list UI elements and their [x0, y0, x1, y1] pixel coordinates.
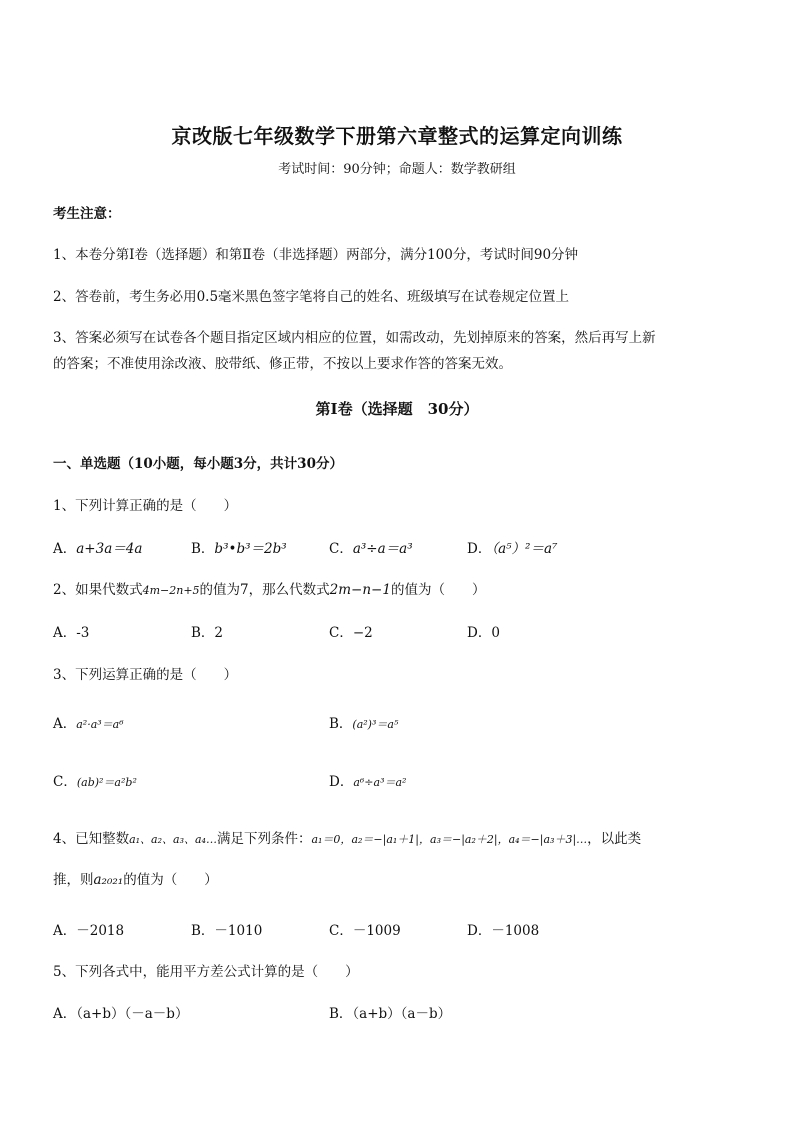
notice-item-3-line-1: 3、答案必须写在试卷各个题目指定区域内相应的位置，如需改动，先划掉原来的答案，然后再写上新 — [53, 330, 656, 346]
q1-option-d-prefix: D． — [467, 541, 492, 557]
question-4-stem — [53, 827, 641, 847]
q3-option-d — [329, 770, 406, 790]
q3-option-d-prefix: D． — [329, 774, 354, 790]
q2-stem-post: 的值为（ ） — [390, 582, 486, 598]
question-2-stem — [53, 578, 485, 598]
q4-line2-pre: 推，则 — [53, 872, 94, 888]
q4-stem-mid: 满足下列条件： — [216, 831, 312, 847]
q2-option-d: D．0 — [467, 625, 500, 641]
q2-expression-2: 2m−n−1 — [329, 582, 391, 598]
q3-option-c — [53, 770, 137, 790]
q1-option-b-expr: b³•b³＝2b³ — [214, 541, 287, 557]
q2-option-a: A．-3 — [53, 625, 90, 641]
q1-option-a — [53, 537, 142, 557]
notice-item-2: 2、答卷前，考生务必用0.5毫米黑色签字笔将自己的姓名、班级填写在试卷规定位置上 — [53, 289, 570, 305]
notice-item-3-line-2: 的答案；不准使用涂改液、胶带纸、修正带，不按以上要求作答的答案无效。 — [53, 356, 512, 372]
exam-info: 考试时间：90分钟；命题人：数学教研组 — [278, 162, 516, 177]
q3-option-c-prefix: C． — [53, 774, 77, 790]
q4-option-b: B．－1010 — [191, 923, 263, 939]
q4-condition-3: ，a₃＝−|a₂＋2| — [419, 833, 498, 846]
section-title: 第Ⅰ卷（选择题 30分） — [315, 400, 479, 418]
q2-expression-1: 4m−2n+5 — [142, 584, 200, 597]
q2-option-c: C．−2 — [329, 625, 373, 641]
q4-option-d: D．－1008 — [467, 923, 540, 939]
q3-option-c-expr: (ab)²＝a²b² — [76, 776, 137, 789]
q1-option-b-prefix: B． — [191, 541, 215, 557]
q5-option-a: A．（a+b）（－a－b） — [53, 1006, 189, 1022]
q3-option-b — [329, 712, 398, 732]
q4-line2-post: 的值为（ ） — [123, 872, 218, 888]
q3-option-d-expr: a⁶÷a³＝a² — [353, 776, 407, 789]
q1-option-d — [467, 537, 557, 557]
q3-option-b-prefix: B． — [329, 716, 353, 732]
q1-option-a-prefix: A． — [53, 541, 77, 557]
q1-option-a-expr: a+3a＝4a — [76, 541, 143, 557]
q4-stem-end: ，以此类 — [587, 831, 642, 847]
q1-option-d-expr: （a⁵）²＝a⁷ — [491, 541, 558, 557]
q4-option-a: A．－2018 — [53, 923, 125, 939]
page-title: 京改版七年级数学下册第六章整式的运算定向训练 — [171, 124, 623, 148]
question-3-stem: 3、下列运算正确的是（ ） — [53, 667, 238, 683]
q3-option-a — [53, 712, 124, 732]
q1-option-c-prefix: C． — [329, 541, 353, 557]
notice-item-1: 1、本卷分第Ⅰ卷（选择题）和第Ⅱ卷（非选择题）两部分，满分100分，考试时间90分钟 — [53, 247, 579, 263]
q3-option-a-prefix: A． — [53, 716, 77, 732]
part-heading: 一、单选题（10小题，每小题3分，共计30分） — [53, 456, 343, 472]
q4-target-term: a₂₀₂₁ — [93, 872, 124, 888]
q2-stem-mid: 的值为7，那么代数式 — [199, 582, 330, 598]
q3-option-a-expr: a²·a³＝a⁶ — [76, 718, 124, 731]
question-4-stem-line-2 — [53, 868, 218, 888]
q1-option-b — [191, 537, 287, 557]
q2-stem-pre: 2、如果代数式 — [53, 582, 143, 598]
notice-heading: 考生注意： — [53, 206, 121, 222]
question-1-stem: 1、下列计算正确的是（ ） — [53, 498, 238, 514]
q5-option-b: B．（a+b）（a－b） — [329, 1006, 452, 1022]
q4-condition-4: ，a₄＝−|a₃＋3|… — [497, 833, 588, 846]
question-5-stem: 5、下列各式中，能用平方差公式计算的是（ ） — [53, 964, 359, 980]
q4-condition-2: a₂＝−|a₁＋1| — [351, 833, 420, 846]
q4-stem-pre: 4、已知整数 — [53, 831, 130, 847]
q4-sequence: a₁、a₂、a₃、a₄… — [129, 833, 217, 846]
q2-option-b: B．2 — [191, 625, 224, 641]
q4-condition-1: a₁＝0， — [311, 833, 352, 846]
q3-option-b-expr: (a²)³＝a⁵ — [352, 718, 399, 731]
q1-option-c-expr: a³÷a＝a³ — [352, 541, 413, 557]
q1-option-c — [329, 537, 413, 557]
q4-option-c: C．－1009 — [329, 923, 401, 939]
